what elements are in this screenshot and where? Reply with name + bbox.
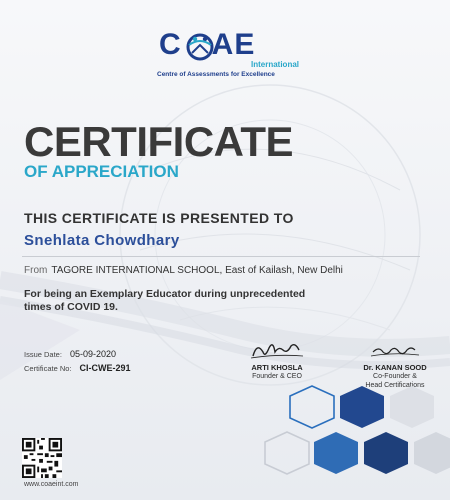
certificate-number-value: CI-CWE-291 [79,363,131,373]
signatory-founder [222,338,332,381]
logo-tagline: Centre of Assessments for Excellence [157,71,275,78]
certificate-description [24,288,384,314]
signatory-name: ARTI KHOSLA [251,363,303,372]
from-line [24,265,343,276]
from-label: From [24,265,48,276]
globe-people-icon [183,33,217,61]
signature-arti-khosla [247,338,307,362]
signatory-title-line-1: Co-Founder & [373,373,417,380]
presented-to-heading: THIS CERTIFICATE IS PRESENTED TO [24,210,294,226]
signatory-title: Founder & CEO [252,373,302,380]
certificate-subtitle: OF APPRECIATION [24,162,179,181]
hexagon-decoration [200,380,450,500]
certificate-number-label: Certificate No: [24,364,72,373]
logo-wordmark: C AE [159,28,256,61]
from-value: TAGORE INTERNATIONAL SCHOOL, East of Kailash, New Delhi [51,265,343,276]
signatory-title-line-2: Head Certifications [365,382,425,389]
recipient-name: Snehlata Chowdhary [24,232,180,249]
certificate-title: CERTIFICATE [24,118,294,165]
issue-date-label: Issue Date: [24,350,62,359]
issue-date-value: 05-09-2020 [69,349,116,359]
description-line-1: For being an Exemplary Educator during unprecedented [24,288,306,300]
website-url: www.coaeint.com [24,481,79,488]
coae-logo [155,28,300,82]
logo-subtitle-international: International [251,60,300,69]
qr-code-icon [22,438,62,478]
issue-date [24,349,116,359]
description-line-2: times of COVID 19. [24,301,118,313]
divider [22,256,420,257]
signature-kanan-sood [365,338,425,362]
signatory-name: Dr. KANAN SOOD [363,363,427,372]
certificate-number [24,363,131,373]
